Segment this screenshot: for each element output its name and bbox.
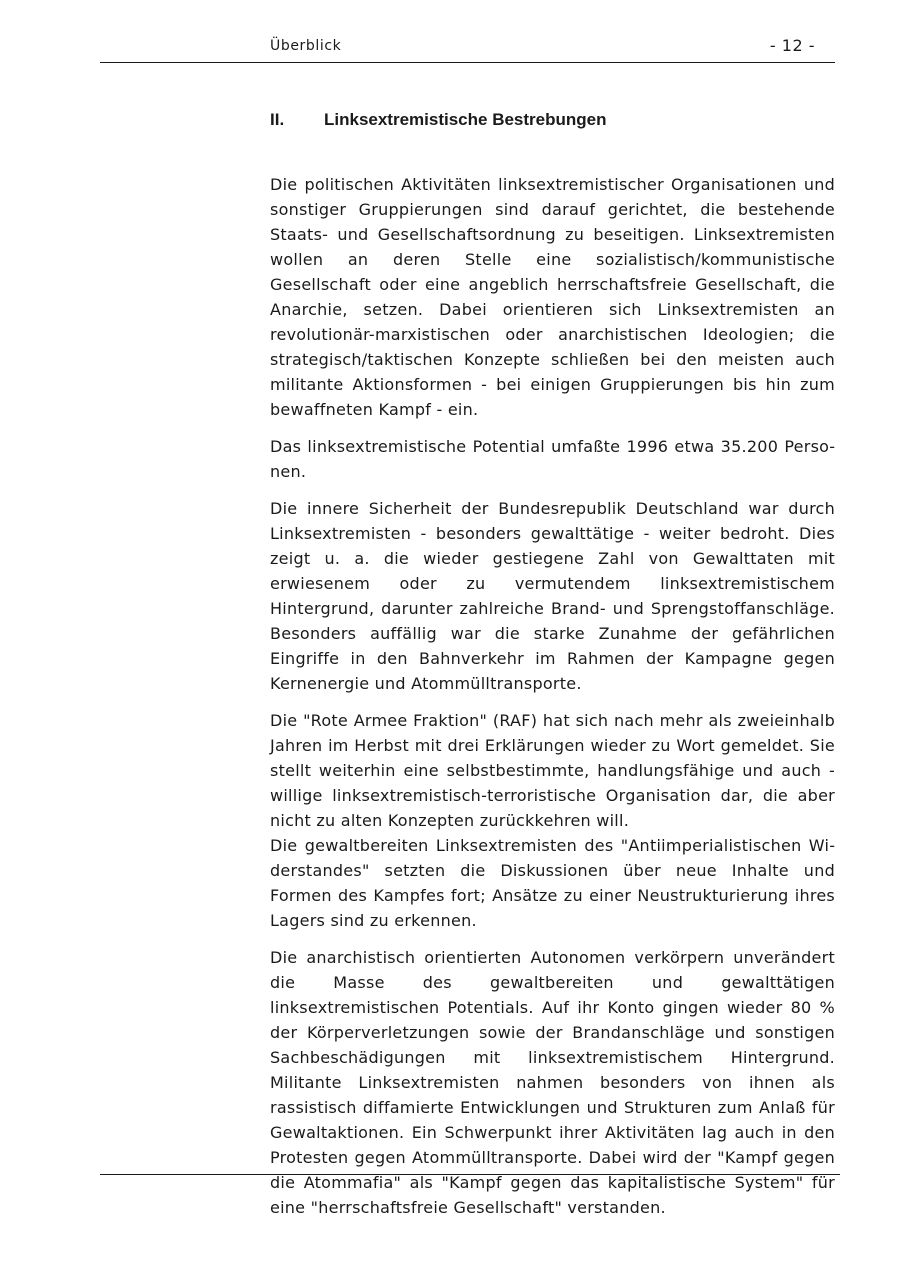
paragraph-security: Die innere Sicherheit der Bundesrepublik Deutschland war durch Linksextremisten - besonders gewalttätige - weiter bedroht. Dies zeigt u. a. die wieder gestiegene Zahl von Gewalttaten mit erwiesenem oder zu vermutendem linksextremistischem Hintergrund, darunter zahlreiche Brand- und Sprengstoffanschläge. Besonders auffällig war die starke Zunahme der gefährlichen Eingriffe in den Bahnverkehr im Rahmen der Kampagne gegen Kernenergie und Atommülltransporte.: [270, 499, 835, 693]
paragraph-raf: Die "Rote Armee Fraktion" (RAF) hat sich nach mehr als zweieinhalb Jahren im Herbst mit drei Erklärungen wieder zu Wort gemeldet. Sie stellt weiterhin eine selbstbestimmte, handlungsfähige und auch -willige linksextremistisch-terroristische Organisation dar, die aber nicht zu alten Konzepten zurückkehren will.: [270, 711, 835, 830]
header-section-title: Überblick: [270, 38, 342, 54]
main-content: [270, 110, 835, 1232]
section-heading-title: Linksextremistische Bestrebungen: [324, 110, 607, 129]
paragraph-antiimperialist: Die gewaltbereiten Linksextremisten des "Antiimperialistischen Widerstandes" setzten die Diskussionen über neue Inhalte und Formen des Kampfes fort; Ansätze zu einer Neustrukturierung ihres Lagers sind zu erkennen.: [270, 836, 835, 930]
paragraph-aims: Die politischen Aktivitäten linksextremistischer Organisationen und sonstiger Gruppierungen sind darauf gerichtet, die bestehende Staats- und Gesellschaftsordnung zu beseitigen. Linksextremisten wollen an deren Stelle eine sozialistisch/kommunistische Gesellschaft oder eine angeblich herrschaftsfreie Gesellschaft, die Anarchie, setzen. Dabei orientieren sich Linksextremisten an revolutionär-marxistischen oder anarchistischen Ideologien; die strategisch/taktischen Konzepte schließen bei den meisten auch militante Aktionsformen - bei einigen Gruppierungen bis hin zum bewaffneten Kampf - ein.: [270, 175, 835, 419]
section-heading-number: II.: [270, 110, 285, 129]
footer-divider: [100, 1174, 840, 1175]
section-heading: [270, 110, 835, 130]
page-header: [100, 36, 835, 63]
header-page-number: - 12 -: [769, 36, 815, 55]
paragraph-autonomists: Die anarchistisch orientierten Autonomen verkörpern unverändert die Masse des gewaltbereiten und gewalttätigen linksextremistischen Potentials. Auf ihr Konto gingen wieder 80 % der Körperverletzungen sowie der Brandanschläge und sonstigen Sachbeschädigungen mit linksextremistischem Hintergrund. Militante Linksextremisten nahmen besonders von ihnen als rassistisch diffamierte Entwicklungen und Strukturen zum Anlaß für Gewaltaktionen. Ein Schwerpunkt ihrer Aktivitäten lag auch in den Protesten gegen Atommülltransporte. Dabei wird der "Kampf gegen die Atommafia" als "Kampf gegen das kapitalistische System" für eine "herrschaftsfreie Gesellschaft" verstanden.: [270, 948, 835, 1217]
paragraph-potential: Das linksextremistische Potential umfaßte 1996 etwa 35.200 Personen.: [270, 437, 835, 481]
